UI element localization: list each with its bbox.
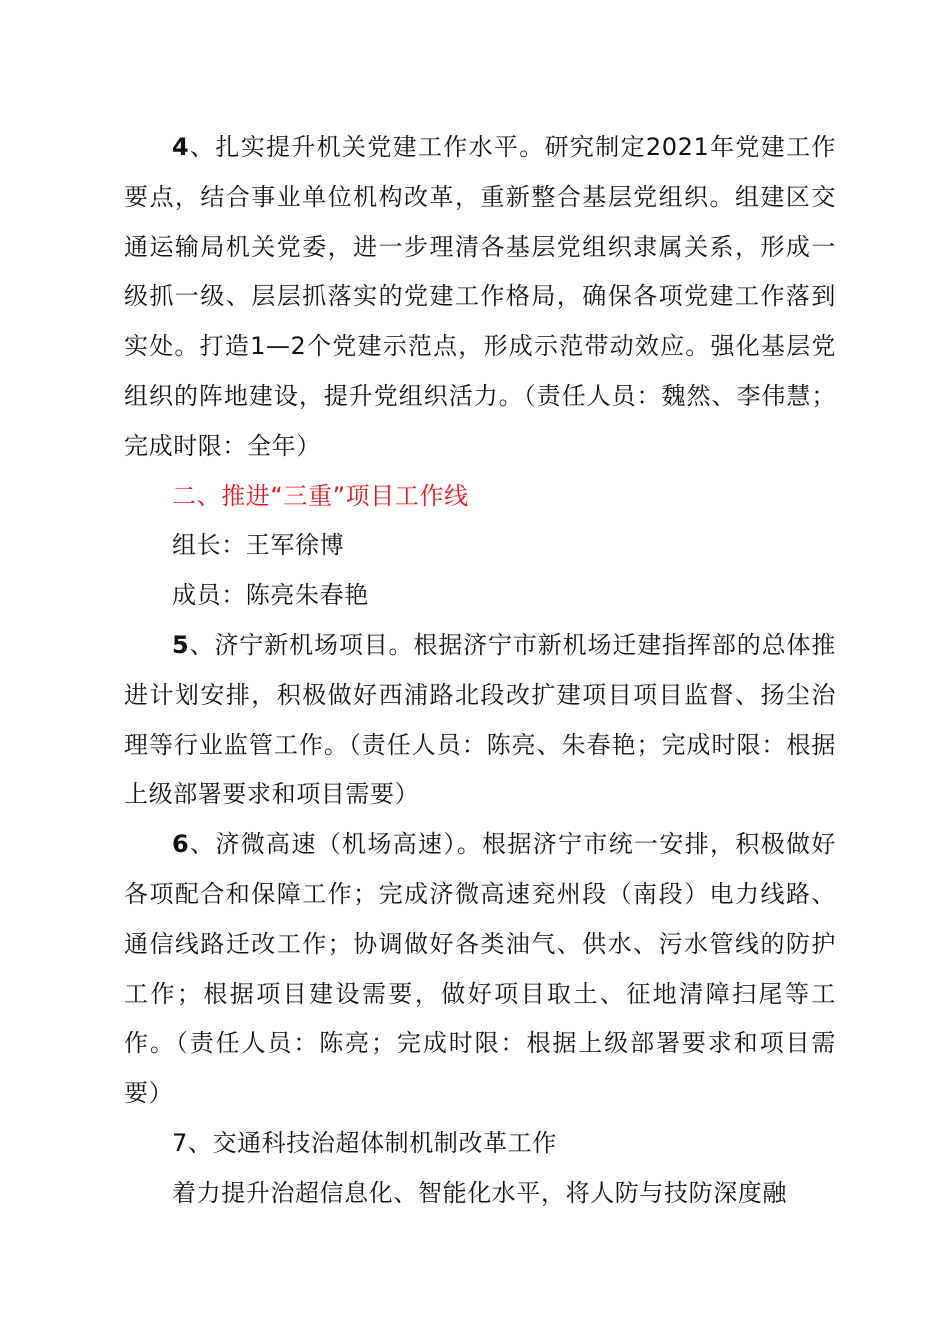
paragraph-5: [124, 621, 836, 820]
paragraph-5-text: 、济宁新机场项目。根据济宁市新机场迁建指挥部的总体推进计划安排，积极做好西浦路北段改扩建项目项目监督、扬尘治理等行业监管工作。（责任人员：陈亮、朱春艳；完成时限：根据上级部署要求和项目需要）: [124, 630, 836, 809]
paragraph-7-text: 着力提升治超信息化、智能化水平，将人防与技防深度融: [172, 1178, 787, 1207]
paragraph-6-text: 、济微高速（机场高速）。根据济宁市统一安排，积极做好各项配合和保障工作；完成济微高速兖州段（南段）电力线路、通信线路迁改工作；协调做好各类油气、供水、污水管线的防护工作；根据项目建设需要，做好项目取土、征地清障扫尾等工作。（责任人员：陈亮；完成时限：根据上级部署要求和项目需要）: [124, 830, 836, 1108]
member-line: 成员：陈亮朱春艳: [172, 581, 369, 610]
paragraph-7-title: 7、交通科技治超体制机制改革工作: [172, 1128, 557, 1157]
item-number-6: 6: [172, 830, 190, 859]
leader-line: 组长：王军徐博: [172, 531, 345, 560]
item-number-5: 5: [172, 630, 190, 659]
section-heading: 二、推进“三重”项目工作线: [172, 481, 469, 510]
paragraph-6: [124, 820, 836, 1119]
paragraph-4: [124, 123, 836, 472]
item-number-4: 4: [172, 133, 190, 161]
paragraph-4-text: 、扎实提升机关党建工作水平。研究制定2021年党建工作要点，结合事业单位机构改革，重新整合基层党组织。组建区交通运输局机关党委，进一步理清各基层党组织隶属关系，形成一级抓一级、层层抓落实的党建工作格局，确保各项党建工作落到实处。打造1—2个党建示范点，形成示范带动效应。强化基层党组织的阵地建设，提升党组织活力。（责任人员：魏然、李伟慧；完成时限：全年）: [124, 133, 836, 460]
document-page: [124, 123, 836, 1219]
